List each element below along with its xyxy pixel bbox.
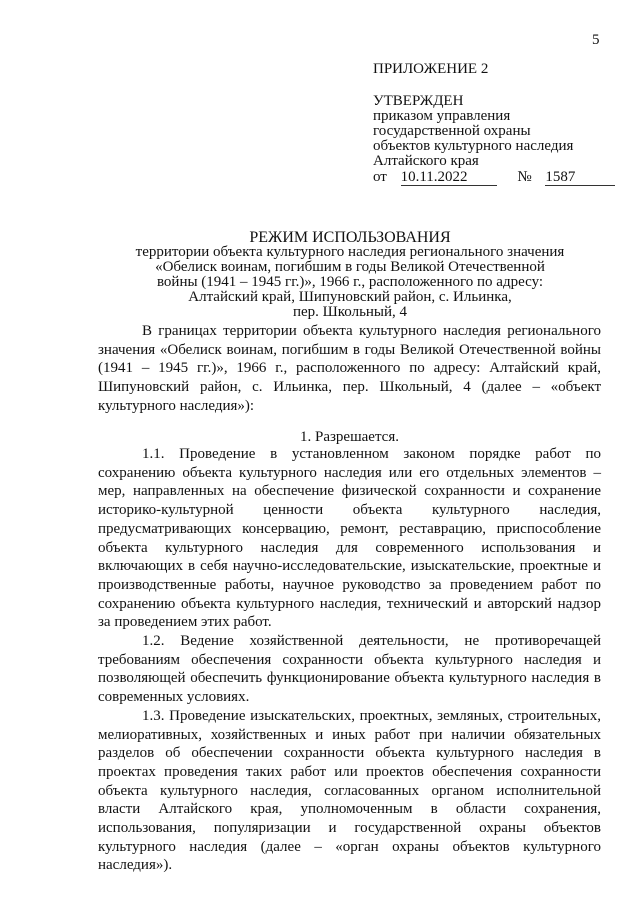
title-line: пер. Школьный, 4 [292, 304, 408, 320]
order-date: 10.11.2022 [401, 170, 497, 186]
item-paragraph: 1.1. Проведение в установленном законом порядке работ по сохранению объекта культурного наследия или его отдельных элементов – мер, направленных на обеспечение физической сохранности и сохранение историко-культурной ценности объекта культурного наследия, предусматривающих консервацию, ремонт, реставрацию, приспособление объекта культурного наследия для современного использования и включающих в себя научно-исследовательские, изыскательские, проектные и производственные работы, научное руководство за проведением работ по сохранению объекта культурного наследия, технический и авторский надзор за проведением этих работ. [98, 446, 601, 631]
intro-section [98, 322, 601, 416]
order-line [373, 170, 613, 186]
approval-block [373, 62, 613, 186]
title-line: Алтайский край, Шипуновский район, с. Ильинка, [188, 289, 512, 305]
section-heading: 1. Разрешается. [300, 429, 399, 445]
title-heading: РЕЖИМ ИСПОЛЬЗОВАНИЯ [249, 229, 451, 246]
items-section [98, 445, 601, 875]
order-number: 1587 [545, 170, 615, 186]
approval-line: приказом управления [373, 108, 511, 124]
item-paragraph: 1.2. Ведение хозяйственной деятельности, не противоречащей требованиям обеспечения сохранности объекта культурного наследия и позволяющей обеспечить функционирование объекта культурного наследия в современных условиях. [98, 633, 601, 706]
title-line: территории объекта культурного наследия регионального значения [135, 244, 565, 260]
number-label: № [517, 169, 532, 185]
from-label: от [373, 169, 387, 185]
page-number: 5 [592, 32, 600, 48]
approval-line: Алтайского края [373, 153, 479, 169]
appendix-label: ПРИЛОЖЕНИЕ 2 [373, 61, 489, 77]
item-paragraph: 1.3. Проведение изыскательских, проектных, земляных, строительных, мелиоративных, хозяйственных и иных работ при наличии обязательных разделов об обеспечении сохранности объекта культурного наследия в проектах проведения таких работ или проектов обеспечения сохранности объекта культурного наследия, согласованных органом исполнительной власти Алтайского края, уполномоченным в области сохранения, использования, популяризации и государственной охраны объектов культурного наследия (далее – «орган охраны объектов культурного наследия»). [98, 707, 601, 874]
approval-line: объектов культурного наследия [373, 138, 574, 154]
approval-line: государственной охраны [373, 123, 531, 139]
approved-label: УТВЕРЖДЕН [373, 93, 464, 109]
title-line: «Обелиск воинам, погибшим в годы Великой Отечественной [155, 259, 545, 275]
intro-paragraph: В границах территории объекта культурного наследия регионального значения «Обелиск воинам, погибшим в годы Великой Отечественной войны (1941 – 1945 гг.)», 1966 г., расположенного по адресу: Алтайский край, Шипуновский район, с. Ильинка, пер. Школьный, 4 (далее – «объект культурного наследия»): [98, 323, 601, 414]
title-line: войны (1941 – 1945 гг.)», 1966 г., расположенного по адресу: [156, 274, 544, 290]
document-title [100, 230, 600, 320]
